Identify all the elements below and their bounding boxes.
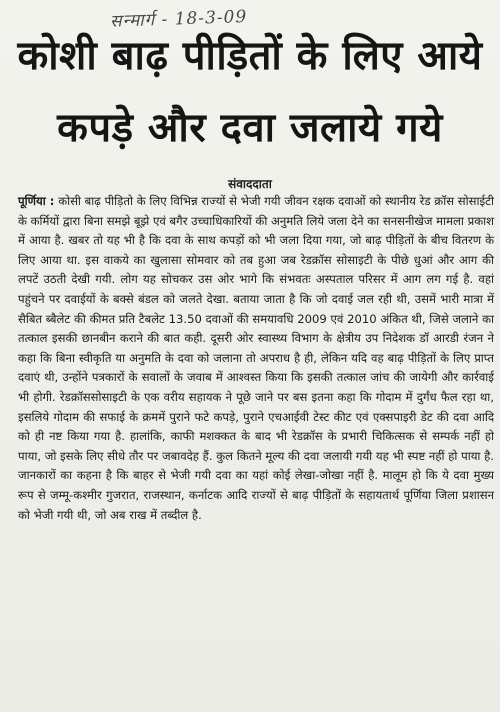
- headline-line-1: कोशी बाढ़ पीड़ितों के लिए आये: [17, 33, 483, 79]
- byline: संवाददाता: [228, 177, 272, 191]
- article-body: [18, 192, 494, 525]
- article-text: कोसी बाढ़ पीड़ितो के लिए विभिन्न राज्यों से भेजी गयी जीवन रक्षक दवाओं को स्थानीय रेड क्रॉस सोसाईटी के कर्मियों द्वारा बिना समझे बूझे एवं बगैर उच्चाधिकारियों की अनुमति लिये जला देने का सनसनीखेज मामला प्रकाश में आया है. खबर तो यह भी है कि दवा के साथ कपड़ों को भी जला दिया गया, जो बाढ़ पीड़ितों के बीच वितरण के लिए आया था. इस वाकये का खुलासा सोमवार को तब हुआ जब रेडक्रॉस सोसाइटी के पीछे धुआं और आग की लपटें उठती देखी गयी. लोग यह सोचकर उस ओर भागे कि संभवतः अस्पताल परिसर में आग लग गई है. वहां पहुंचने पर दवाईयों के बक्से बंडल को जलते देखा. बताया जाता है कि जो दवाई जल रही थी, उसमें भारी मात्रा में सैबित ब्बैलेट की कीमत प्रति टैबलेट 13.50 दवाओं की समयावधि 2009 एवं 2010 अंकित थी, जिसे जलाने का तत्काल इसकी छानबीन कराने की बात कही. दूसरी ओर स्वास्थ्य विभाग के क्षेत्रीय उप निदेशक डॉ आरडी रंजन ने कहा कि बिना स्वीकृति या अनुमति के दवा को जलाना तो अपराध है ही, लेकिन यदि वह बाढ़ पीड़ितों के लिए प्राप्त दवाएं थी, उन्होंने पत्रकारों के सवालों के जवाब में आश्वस्त किया कि इसकी तत्काल जांच की जायेगी और कार्रवाई भी होगी. रेडक्रॉससोसाइटी के एक वरीय सहायक ने पूछे जाने पर बस इतना कहा कि गोदाम में दुर्गंध फैल रहा था, इसलिये गोदाम की सफाई के क्रममें पुराने फटे कपड़े, पुराने एचआईवी टेस्ट कीट एवं एक्सपाइरी डेट की दवा आदि को ही नष्ट किया गया है. हालांकि, काफी मशक्कत के बाद भी रेडक्रॉस के प्रभारी चिकित्सक से सम्पर्क नहीं हो पाया, जो इसके लिए सीधे तौर पर जबावदेह हैं. कुल कितने मूल्य की दवा जलायी गयी यह भी स्पष्ट नहीं हो पाया है. जानकारों का कहना है कि बाहर से भेजी गयी दवा का यहां कोई लेखा-जोखा नहीं है. मालूम हो कि ये दवा मुख्य रूप से जम्मू-कश्मीर गुजरात, राजस्थान, कर्नाटक आदि राज्यों से बाढ़ पीड़ितों के सहायतार्थ पूर्णिया जिला प्रशासन को भेजी गयी थी, जो अब राख में तब्दील है.: [18, 194, 495, 522]
- dateline: पूर्णिया :: [18, 194, 55, 208]
- handwritten-date-note: सन्मार्ग - 18-3-09: [109, 6, 248, 32]
- headline-line-2: कपड़े और दवा जलाये गये: [57, 105, 443, 151]
